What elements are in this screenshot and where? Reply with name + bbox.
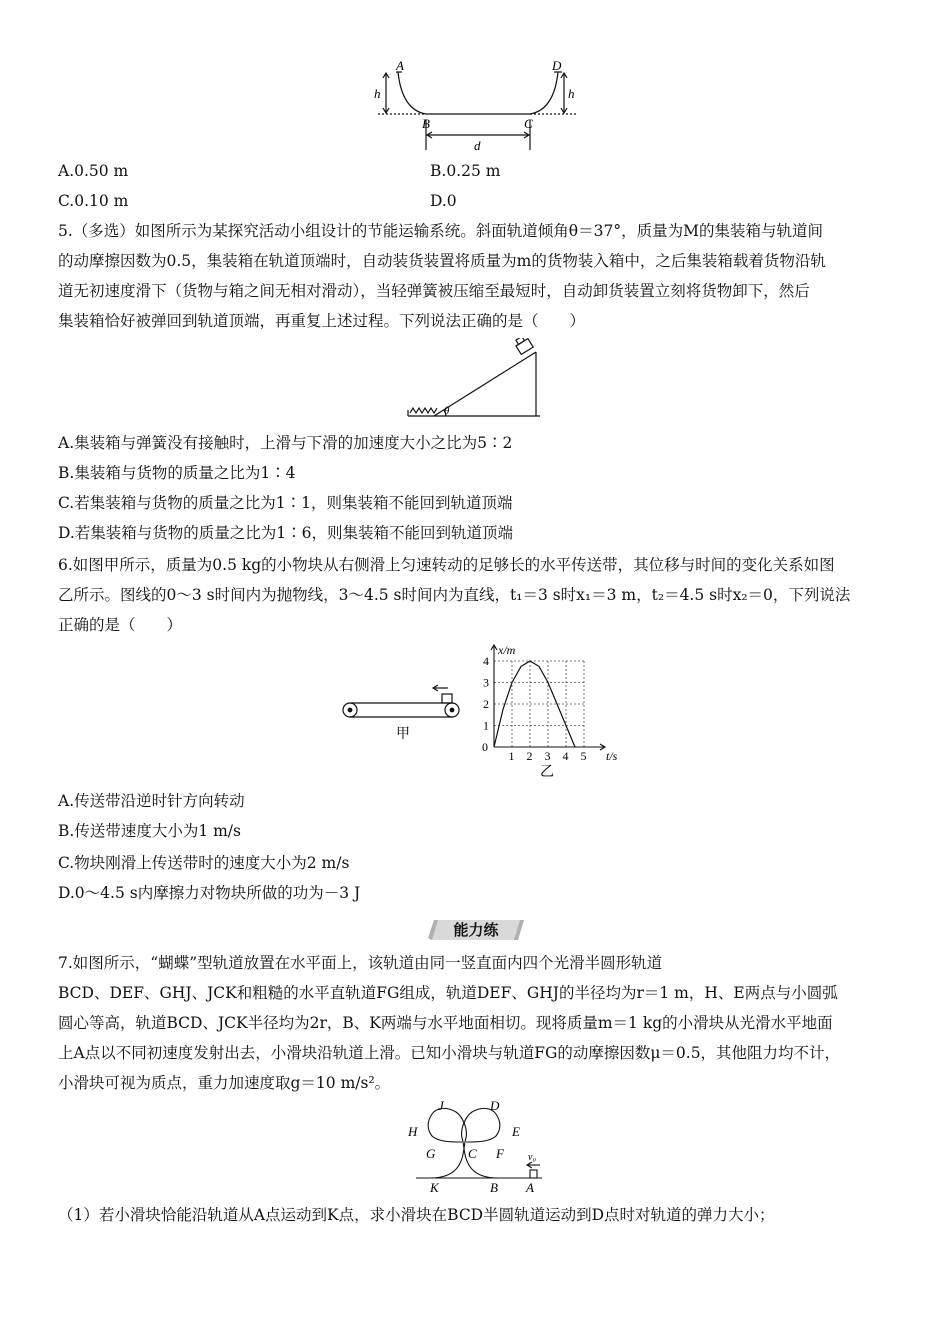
x-tick-label: 3 bbox=[544, 749, 551, 763]
x-tick-label: 0 bbox=[482, 740, 488, 754]
label-d-width: d bbox=[474, 138, 481, 153]
q7-sub-1: （1）若小滑块恰能沿轨道从A点运动到K点，求小滑块在BCD半圆轨道运动到D点时对轨道的弹力大小； bbox=[58, 1206, 775, 1224]
q6-line-1: 6.如图甲所示，质量为0.5 kg的小物块从右侧滑上匀速转动的足够长的水平传送带，其位移与时间的变化关系如图 bbox=[58, 556, 835, 574]
label-a7: A bbox=[526, 1180, 534, 1195]
y-tick-label: 2 bbox=[483, 697, 489, 711]
label-h: H bbox=[408, 1124, 418, 1139]
q7-line-4: 上A点以不同初速度发射出去，小滑块沿轨道上滑。已知小滑块与轨道FG的动摩擦因数μ＝0.5，其他阻力均不计， bbox=[58, 1044, 841, 1062]
q5-line-1: 5.（多选）如图所示为某探究活动小组设计的节能运输系统。斜面轨道倾角θ＝37°，质量为M的集装箱与轨道间 bbox=[58, 222, 823, 240]
figure-butterfly-track bbox=[402, 1098, 552, 1198]
x-tick-label: 1 bbox=[508, 749, 515, 763]
q6-option-d: D.0～4.5 s内摩擦力对物块所做的功为－3 J bbox=[58, 884, 361, 902]
label-c7: C bbox=[468, 1146, 477, 1161]
label-b7: B bbox=[490, 1180, 498, 1195]
q7-line-2: BCD、DEF、GHJ、JCK和粗糙的水平直轨道FG组成，轨道DEF、GHJ的半径均为r＝1 m，H、E两点与小圆弧 bbox=[58, 984, 838, 1002]
q4-option-d: D.0 bbox=[430, 192, 457, 210]
label-f: F bbox=[496, 1146, 504, 1161]
q6-option-c: C.物块刚滑上传送带时的速度大小为2 m/s bbox=[58, 854, 350, 872]
label-a: A bbox=[396, 58, 404, 73]
y-axis-label: x/m bbox=[498, 643, 516, 657]
figure-conveyor bbox=[336, 684, 466, 744]
q7-line-3: 圆心等高，轨道BCD、JCK半径均为2r，B、K两端与水平地面相切。现将质量m＝1 kg的小滑块从光滑水平地面 bbox=[58, 1014, 833, 1032]
label-d: D bbox=[552, 58, 562, 73]
label-h-left: h bbox=[374, 86, 381, 101]
label-g: G bbox=[426, 1146, 436, 1161]
figure-u-track bbox=[368, 58, 588, 154]
q5-line-4: 集装箱恰好被弹回到轨道顶端，再重复上述过程。下列说法正确的是（ ） bbox=[58, 312, 586, 330]
label-c: C bbox=[524, 116, 533, 131]
label-e: E bbox=[512, 1124, 520, 1139]
figure-incline bbox=[404, 338, 544, 422]
q7-line-5: 小滑块可视为质点，重力加速度取g＝10 m/s²。 bbox=[58, 1074, 391, 1092]
y-tick-label: 4 bbox=[483, 654, 489, 668]
x-tick-label: 5 bbox=[580, 749, 587, 763]
q5-option-c: C.若集装箱与货物的质量之比为1∶1，则集装箱不能回到轨道顶端 bbox=[58, 494, 513, 512]
q5-line-3: 道无初速度滑下（货物与箱之间无相对滑动），当轻弹簧被压缩至最短时，自动卸货装置立刻将货物卸下，然后 bbox=[58, 282, 810, 300]
x-tick-label: 4 bbox=[562, 749, 569, 763]
label-jia: 甲 bbox=[396, 727, 410, 742]
q5-option-d: D.若集装箱与货物的质量之比为1∶6，则集装箱不能回到轨道顶端 bbox=[58, 524, 514, 542]
q4-option-b: B.0.25 m bbox=[430, 162, 501, 180]
y-tick-label: 1 bbox=[483, 718, 489, 733]
figure-xt-chart bbox=[476, 640, 626, 780]
section-title: 能力练 bbox=[453, 921, 499, 939]
q5-option-b: B.集装箱与货物的质量之比为1∶4 bbox=[58, 464, 296, 482]
label-yi: 乙 bbox=[540, 765, 554, 780]
x-axis-label: t/s bbox=[606, 749, 618, 763]
label-theta: θ bbox=[444, 405, 450, 417]
q4-option-c: C.0.10 m bbox=[58, 192, 129, 210]
q7-line-1: 7.如图所示，“蝴蝶”型轨道放置在水平面上，该轨道由同一竖直面内四个光滑半圆形轨道 bbox=[58, 954, 663, 972]
label-d7: D bbox=[490, 1098, 500, 1113]
q6-option-a: A.传送带沿逆时针方向转动 bbox=[58, 792, 245, 810]
label-v0: v₀ bbox=[528, 1152, 536, 1163]
q5-line-2: 的动摩擦因数为0.5，集装箱在轨道顶端时，自动装货装置将质量为m的货物装入箱中，之后集装箱载着货物沿轨 bbox=[58, 252, 826, 270]
label-b: B bbox=[422, 116, 430, 131]
q6-line-3: 正确的是（ ） bbox=[58, 616, 183, 634]
q6-line-2: 乙所示。图线的0～3 s时间内为抛物线，3～4.5 s时间内为直线，t₁＝3 s时x₁＝3 m，t₂＝4.5 s时x₂＝0，下列说法 bbox=[58, 586, 851, 604]
label-h-right: h bbox=[568, 86, 575, 101]
label-j: J bbox=[438, 1098, 444, 1113]
label-k: K bbox=[430, 1180, 439, 1195]
x-tick-label: 2 bbox=[526, 749, 533, 763]
q5-option-a: A.集装箱与弹簧没有接触时，上滑与下滑的加速度大小之比为5∶2 bbox=[58, 434, 513, 452]
y-tick-label: 3 bbox=[483, 675, 489, 690]
q4-option-a: A.0.50 m bbox=[58, 162, 129, 180]
q6-option-b: B.传送带速度大小为1 m/s bbox=[58, 822, 241, 840]
